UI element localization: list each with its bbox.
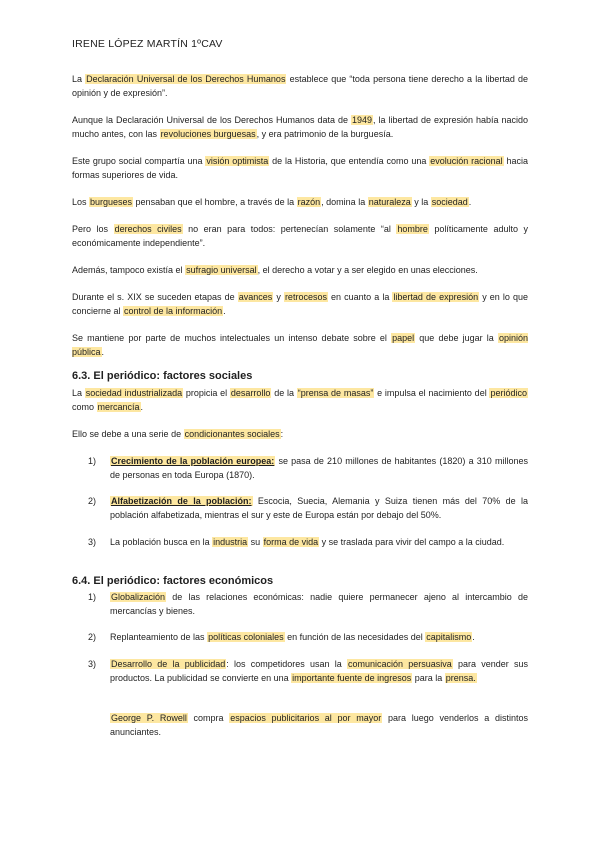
text: Además, tampoco existía el <box>72 265 186 275</box>
text: y la <box>411 197 431 207</box>
list-number: 2) <box>88 496 97 506</box>
text: Ello se debe a una serie de <box>72 429 184 439</box>
text: de la <box>271 388 297 398</box>
text: para luego venderlos a distintos anunciantes. <box>110 713 528 737</box>
highlight: revoluciones burguesas <box>160 129 256 139</box>
highlight: importante fuente de ingresos <box>292 673 412 683</box>
text: de la Historia, que entendía como una <box>269 156 430 166</box>
highlight: espacios publicitarios al por mayor <box>230 713 382 723</box>
highlight: mercancía <box>97 402 140 412</box>
text: establece que “toda persona tiene derecho a la libertad de opinión y de expresión”. <box>72 74 529 98</box>
highlight: control de la información <box>124 306 223 316</box>
text: Durante el s. XIX se suceden etapas de <box>72 292 238 302</box>
highlight: comunicación persuasiva <box>347 659 452 669</box>
highlight: prensa. <box>445 673 476 683</box>
paragraph-civil-rights <box>72 222 528 250</box>
list-number: 3) <box>88 537 97 547</box>
highlight: retrocesos <box>284 292 327 302</box>
highlight: capitalismo <box>426 632 472 642</box>
highlight: George P. Rowell <box>111 713 187 723</box>
highlight: industria <box>213 537 248 547</box>
highlight: papel <box>392 333 415 343</box>
highlight: “prensa de masas” <box>297 388 374 398</box>
text: La <box>72 74 86 84</box>
highlight: visión optimista <box>206 156 269 166</box>
text: su <box>248 537 263 547</box>
text: Replanteamiento de las <box>110 632 208 642</box>
highlight: condicionantes sociales <box>184 429 280 439</box>
list-number: 2) <box>88 632 97 642</box>
text: , el derecho a votar y a ser elegido en unas elecciones. <box>257 265 478 275</box>
highlight: Declaración Universal de los Derechos Humanos <box>86 74 286 84</box>
highlight: Desarrollo de la publicidad <box>111 659 226 669</box>
highlight: razón <box>297 197 321 207</box>
text: . <box>101 347 105 357</box>
text: , la libertad de expresión había nacido mucho antes, con las <box>72 115 528 139</box>
text: que debe jugar la <box>415 333 498 343</box>
text: , y era patrimonio de la burguesía. <box>256 129 394 139</box>
text: : <box>280 429 284 439</box>
highlight: políticas coloniales <box>208 632 284 642</box>
text: hacia formas superiores de vida. <box>72 156 528 180</box>
list-text <box>110 657 528 685</box>
text: no eran para todos: pertenecían solamente “al <box>182 224 397 234</box>
highlight: derechos civiles <box>114 224 182 234</box>
text: Se mantiene por parte de muchos intelectuales un intenso debate sobre el <box>72 333 392 343</box>
paragraph-declaration <box>72 72 528 100</box>
list-number: 3) <box>88 659 97 669</box>
paragraph-conditions <box>72 427 528 441</box>
paragraph-debate <box>72 331 528 359</box>
list-text <box>110 630 528 644</box>
list-number: 1) <box>88 592 97 602</box>
highlight: sufragio universal <box>186 265 257 275</box>
text: . <box>472 632 475 642</box>
paragraph-bourgeois <box>72 195 528 209</box>
list-text <box>110 454 528 482</box>
text: pensaban que el hombre, a través de la <box>133 197 297 207</box>
text: Escocia, Suecia, Alemania y Suiza tienen más del 70% de la población alfabetizada, mientras el sur y este de Europa están por debajo del 50%. <box>110 496 528 520</box>
highlight: 1949 <box>351 115 372 125</box>
text: La población busca en la <box>110 537 213 547</box>
text: de las relaciones económicas: nadie quiere permanecer ajeno al intercambio de mercancías y bienes. <box>110 592 528 616</box>
highlight: forma de vida <box>263 537 319 547</box>
list-text <box>110 535 528 549</box>
text: se pasa de 210 millones de habitantes (1820) a 310 millones de personas en toda Europa (1870). <box>110 456 528 480</box>
text: Los <box>72 197 90 207</box>
text: como <box>72 402 97 412</box>
list-text <box>110 494 528 522</box>
text: . <box>223 306 226 316</box>
text: y <box>273 292 284 302</box>
paragraph-xix-century <box>72 290 528 318</box>
text: Aunque la Declaración Universal de los Derechos Humanos data de <box>72 115 351 125</box>
highlight: Crecimiento de la población europea: <box>111 456 275 466</box>
highlight: naturaleza <box>368 197 411 207</box>
highlight: sociedad <box>431 197 468 207</box>
section-heading-economic: 6.4. El periódico: factores económicos <box>72 575 274 587</box>
highlight: hombre <box>397 224 428 234</box>
text: propicia el <box>183 388 230 398</box>
text: en cuanto a la <box>327 292 393 302</box>
text: políticamente adulto y económicamente independiente”. <box>72 224 528 248</box>
paragraph-suffrage <box>72 263 528 277</box>
highlight: Alfabetización de la población: <box>111 496 252 506</box>
text: Este grupo social compartía una <box>72 156 206 166</box>
text: , domina la <box>321 197 368 207</box>
text: e impulsa el nacimiento del <box>374 388 490 398</box>
highlight: evolución racional <box>430 156 503 166</box>
text: para la <box>412 673 445 683</box>
text: Pero los <box>72 224 114 234</box>
paragraph-origin <box>72 113 528 141</box>
highlight: sociedad industrializada <box>85 388 183 398</box>
highlight: desarrollo <box>230 388 271 398</box>
highlight: burgueses <box>90 197 133 207</box>
text: y en lo que concierne al <box>72 292 528 316</box>
list-number: 1) <box>88 456 97 466</box>
text: . <box>468 197 472 207</box>
text: y se traslada para vivir del campo a la ciudad. <box>319 537 505 547</box>
highlight: periódico <box>490 388 527 398</box>
highlight: avances <box>238 292 273 302</box>
paragraph-rowell <box>110 711 528 739</box>
text: . <box>140 402 144 412</box>
text: compra <box>187 713 230 723</box>
text: : los competidores usan la <box>226 659 347 669</box>
text: La <box>72 388 85 398</box>
paragraph-social-group <box>72 154 528 182</box>
text: en función de las necesidades del <box>284 632 426 642</box>
highlight: opinión pública <box>72 333 528 357</box>
list-text <box>110 590 528 618</box>
section-heading-social: 6.3. El periódico: factores sociales <box>72 370 253 382</box>
author-header: IRENE LÓPEZ MARTÍN 1ºCAV <box>72 38 223 50</box>
paragraph-industrial-society <box>72 386 528 414</box>
highlight: Globalización <box>111 592 166 602</box>
text: para vender sus productos. La publicidad se convierte en una <box>110 659 529 683</box>
highlight: libertad de expresión <box>393 292 479 302</box>
